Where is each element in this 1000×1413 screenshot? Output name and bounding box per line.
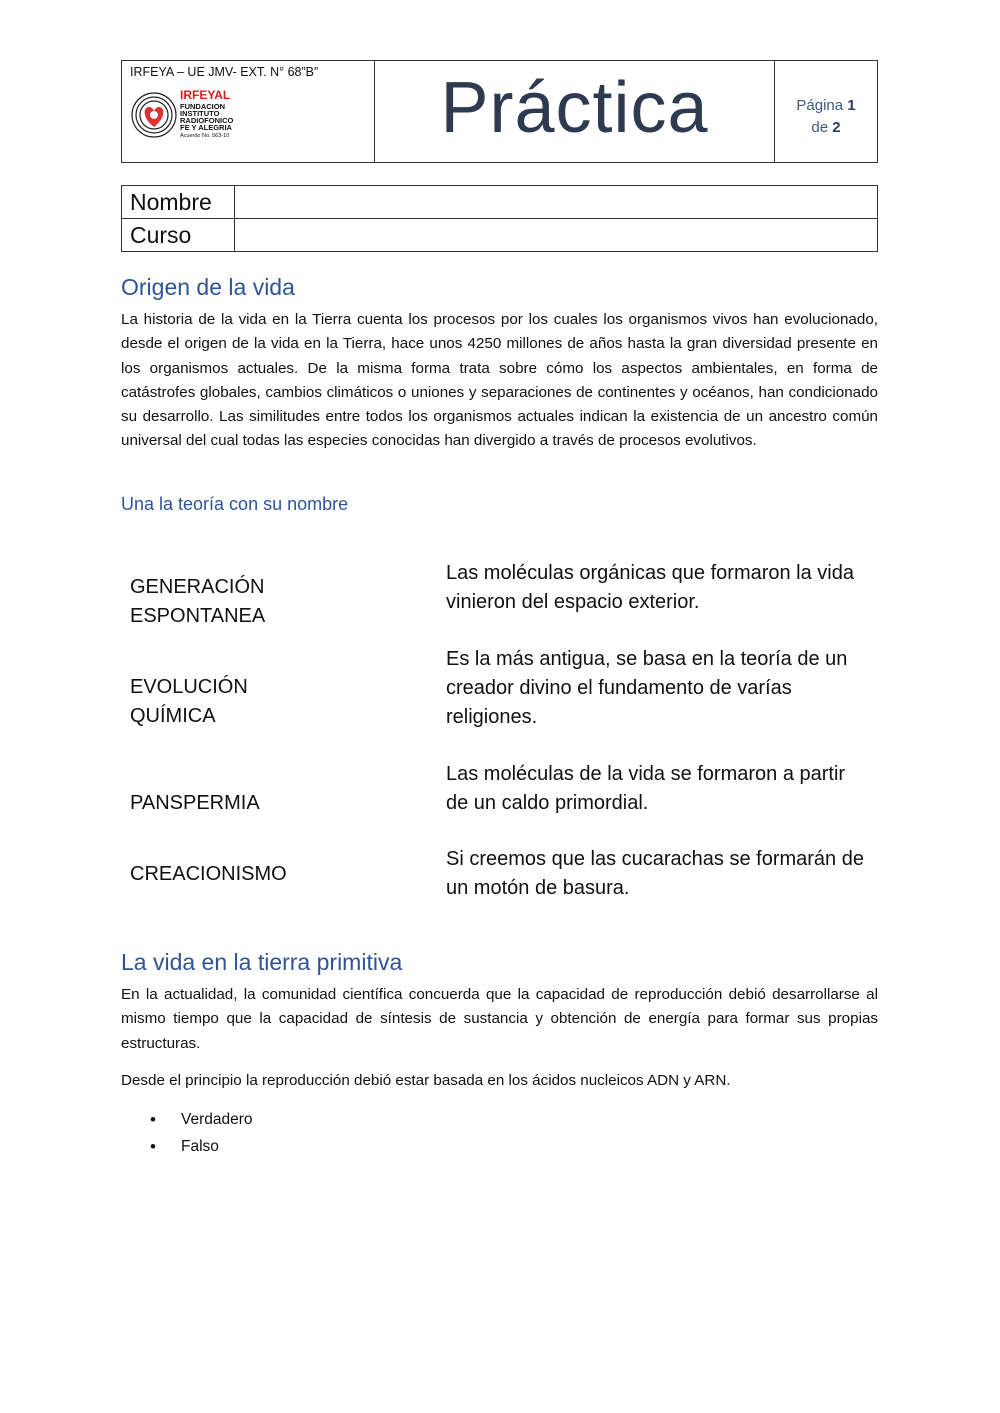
document-header: [121, 60, 878, 163]
definition-item[interactable]: [446, 845, 864, 903]
definition-line: Las moléculas de la vida se formaron a partir: [446, 763, 846, 785]
definition-line: vinieron del espacio exterior.: [446, 591, 700, 613]
term-line: ESPONTANEA: [130, 605, 266, 627]
svg-text:FE Y ALEGRIA: FE Y ALEGRIA: [180, 123, 232, 132]
definition-line: creador divino el fundamento de varías: [446, 677, 792, 699]
term-item[interactable]: [130, 573, 265, 631]
term-line: GENERACIÓN: [130, 576, 265, 598]
page-title: Práctica: [440, 68, 709, 148]
true-false-statement: Desde el principio la reproducción debió estar basada en los ácidos nucleicos ADN y ARN.: [121, 1072, 731, 1089]
page-of-label: de: [811, 119, 829, 136]
header-page-cell: [775, 61, 877, 162]
section-heading-primitive-earth: La vida en la tierra primitiva: [121, 949, 403, 975]
student-info-table: [121, 185, 878, 252]
course-label: Curso: [122, 219, 235, 252]
term-line: EVOLUCIÓN: [130, 676, 248, 698]
definition-item[interactable]: [446, 760, 845, 818]
option-false[interactable]: • Falso: [121, 1133, 253, 1160]
term-line: QUÍMICA: [130, 705, 216, 727]
term-line: CREACIONISMO: [130, 863, 287, 885]
page-label: Página: [796, 97, 844, 114]
matching-instructions: Una la teoría con su nombre: [121, 494, 349, 514]
term-item[interactable]: [130, 860, 287, 889]
name-label: Nombre: [122, 186, 235, 219]
svg-text:RADIOFONICO: RADIOFONICO: [180, 116, 234, 125]
section-heading-origin: Origen de la vida: [121, 274, 295, 300]
origin-paragraph: La historia de la vida en la Tierra cuenta los procesos por los cuales los organismos vivos han evolucionado, desde el origen de la vida en la Tierra, hace unos 4250 millones de años hasta la gran diversidad presente en los organismos actuales. De la misma forma trata sobre cómo los aspectos ambientales, en forma de catástrofes globales, cambios climáticos o uniones y separaciones de continentes y océanos, han condicionado su desarrollo. Las similitudes entre todos los organismos actuales indican la existencia de un ancestro común universal del cual todas las especies conocidas han divergido a través de procesos evolutivos.: [121, 311, 878, 450]
header-left-cell: [122, 61, 375, 162]
course-row: [122, 219, 878, 252]
irfeyal-logo: [130, 83, 258, 147]
svg-text:FUNDACION: FUNDACION: [180, 102, 225, 111]
name-field[interactable]: [235, 186, 878, 219]
page-current: 1: [847, 97, 856, 114]
name-row: [122, 186, 878, 219]
definition-line: un motón de basura.: [446, 877, 630, 899]
definition-line: Si creemos que las cucarachas se formarán de: [446, 848, 864, 870]
definition-line: de un caldo primordial.: [446, 792, 649, 814]
definition-line: Las moléculas orgánicas que formaron la vida: [446, 562, 854, 584]
page-indicator: [775, 95, 877, 139]
page-total: 2: [832, 119, 841, 136]
definition-line: Es la más antigua, se basa en la teoría de un: [446, 648, 848, 670]
term-item[interactable]: [130, 789, 260, 818]
institution-line: IRFEYA – UE JMV- EXT. N° 68”B”: [130, 65, 319, 79]
course-field[interactable]: [235, 219, 878, 252]
true-false-options: [121, 1106, 253, 1160]
term-line: PANSPERMIA: [130, 792, 260, 814]
svg-text:Acuerdo No. 563-10: Acuerdo No. 563-10: [180, 133, 230, 139]
svg-text:IRFEYAL: IRFEYAL: [180, 88, 231, 102]
option-true[interactable]: • Verdadero: [121, 1106, 253, 1133]
definition-item[interactable]: [446, 645, 847, 732]
definition-line: religiones.: [446, 706, 538, 728]
definition-item[interactable]: [446, 559, 854, 617]
header-title-cell: [375, 61, 775, 162]
primitive-earth-paragraph: En la actualidad, la comunidad científica concuerda que la capacidad de reproducción debió desarrollarse al mismo tiempo que la capacidad de síntesis de sustancia y obtención de energía para formar sus propias estructuras.: [121, 986, 878, 1052]
term-item[interactable]: [130, 673, 248, 731]
svg-text:INSTITUTO: INSTITUTO: [180, 109, 220, 118]
